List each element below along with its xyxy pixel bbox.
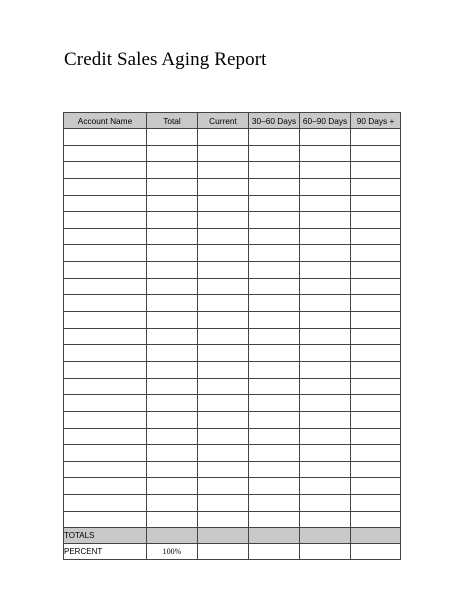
table-cell[interactable]	[198, 278, 249, 295]
table-cell[interactable]	[249, 212, 300, 229]
table-cell[interactable]	[147, 328, 198, 345]
table-cell[interactable]	[64, 478, 147, 495]
table-row	[64, 428, 401, 445]
table-cell[interactable]	[147, 511, 198, 528]
table-cell[interactable]	[198, 212, 249, 229]
table-cell[interactable]	[64, 245, 147, 262]
table-cell[interactable]	[249, 378, 300, 395]
table-cell[interactable]	[198, 145, 249, 162]
table-cell[interactable]	[147, 262, 198, 279]
table-cell[interactable]	[351, 461, 401, 478]
table-cell[interactable]	[147, 428, 198, 445]
table-cell[interactable]	[300, 129, 351, 146]
table-cell[interactable]	[198, 162, 249, 179]
table-cell[interactable]	[249, 245, 300, 262]
table-cell[interactable]	[351, 478, 401, 495]
table-cell[interactable]	[351, 129, 401, 146]
table-cell[interactable]	[64, 145, 147, 162]
table-row	[64, 461, 401, 478]
table-cell[interactable]	[64, 278, 147, 295]
table-cell[interactable]	[300, 345, 351, 362]
table-cell[interactable]	[64, 262, 147, 279]
table-row	[64, 295, 401, 312]
table-cell[interactable]	[147, 178, 198, 195]
table-cell[interactable]	[249, 195, 300, 212]
table-cell[interactable]	[198, 461, 249, 478]
table-cell[interactable]	[147, 129, 198, 146]
percent-cell[interactable]	[198, 544, 249, 560]
table-cell[interactable]	[147, 212, 198, 229]
table-cell[interactable]	[198, 245, 249, 262]
table-row	[64, 411, 401, 428]
table-cell[interactable]	[64, 511, 147, 528]
table-cell[interactable]	[249, 461, 300, 478]
table-row	[64, 312, 401, 329]
table-cell[interactable]	[64, 495, 147, 512]
totals-cell[interactable]	[198, 528, 249, 544]
table-cell[interactable]	[300, 195, 351, 212]
table-cell[interactable]	[249, 428, 300, 445]
table-cell[interactable]	[249, 361, 300, 378]
table-cell[interactable]	[351, 428, 401, 445]
column-header-account-name: Account Name	[64, 113, 147, 129]
table-cell[interactable]	[198, 328, 249, 345]
table-cell[interactable]	[300, 461, 351, 478]
table-cell[interactable]	[300, 262, 351, 279]
table-cell[interactable]	[147, 478, 198, 495]
table-cell[interactable]	[64, 445, 147, 462]
table-cell[interactable]	[64, 395, 147, 412]
table-cell[interactable]	[64, 378, 147, 395]
table-cell[interactable]	[147, 295, 198, 312]
table-cell[interactable]	[300, 145, 351, 162]
report-title: Credit Sales Aging Report	[64, 49, 267, 70]
table-cell[interactable]	[147, 162, 198, 179]
table-cell[interactable]	[147, 411, 198, 428]
table-cell[interactable]	[64, 162, 147, 179]
table-cell[interactable]	[64, 212, 147, 229]
table-cell[interactable]	[300, 278, 351, 295]
table-cell[interactable]	[64, 411, 147, 428]
table-cell[interactable]	[64, 361, 147, 378]
table-row	[64, 162, 401, 179]
table-cell[interactable]	[198, 511, 249, 528]
table-cell[interactable]	[198, 428, 249, 445]
table-cell[interactable]	[300, 162, 351, 179]
table-cell[interactable]	[351, 262, 401, 279]
table-row	[64, 478, 401, 495]
totals-cell[interactable]	[351, 528, 401, 544]
table-cell[interactable]	[351, 361, 401, 378]
table-cell[interactable]	[300, 312, 351, 329]
percent-row	[64, 544, 401, 560]
table-cell[interactable]	[351, 345, 401, 362]
table-cell[interactable]	[249, 312, 300, 329]
table-row	[64, 178, 401, 195]
table-cell[interactable]	[249, 478, 300, 495]
table-cell[interactable]	[249, 162, 300, 179]
aging-table	[63, 112, 401, 560]
table-cell[interactable]	[300, 228, 351, 245]
table-cell[interactable]	[198, 395, 249, 412]
table-cell[interactable]	[147, 378, 198, 395]
totals-label: TOTALS	[64, 528, 147, 544]
table-cell[interactable]	[198, 478, 249, 495]
table-cell[interactable]	[64, 345, 147, 362]
table-cell[interactable]	[147, 461, 198, 478]
table-cell[interactable]	[198, 295, 249, 312]
table-cell[interactable]	[198, 195, 249, 212]
table-cell[interactable]	[198, 445, 249, 462]
table-row	[64, 378, 401, 395]
table-cell[interactable]	[64, 328, 147, 345]
table-cell[interactable]	[351, 278, 401, 295]
table-row	[64, 445, 401, 462]
table-cell[interactable]	[300, 212, 351, 229]
table-cell[interactable]	[351, 511, 401, 528]
table-cell[interactable]	[249, 145, 300, 162]
table-cell[interactable]	[147, 145, 198, 162]
table-cell[interactable]	[147, 228, 198, 245]
percent-cell[interactable]	[351, 544, 401, 560]
percent-total-value: 100%	[147, 544, 198, 560]
table-cell[interactable]	[147, 278, 198, 295]
table-cell[interactable]	[147, 345, 198, 362]
table-cell[interactable]	[300, 295, 351, 312]
table-cell[interactable]	[147, 495, 198, 512]
table-cell[interactable]	[351, 312, 401, 329]
table-cell[interactable]	[64, 195, 147, 212]
table-cell[interactable]	[249, 495, 300, 512]
table-cell[interactable]	[300, 361, 351, 378]
table-cell[interactable]	[351, 378, 401, 395]
table-cell[interactable]	[249, 345, 300, 362]
table-cell[interactable]	[64, 178, 147, 195]
table-row	[64, 495, 401, 512]
table-cell[interactable]	[351, 395, 401, 412]
percent-cell[interactable]	[249, 544, 300, 560]
table-cell[interactable]	[351, 162, 401, 179]
table-cell[interactable]	[300, 428, 351, 445]
table-row	[64, 395, 401, 412]
table-cell[interactable]	[64, 428, 147, 445]
table-cell[interactable]	[351, 411, 401, 428]
totals-cell[interactable]	[300, 528, 351, 544]
table-row	[64, 328, 401, 345]
table-cell[interactable]	[300, 411, 351, 428]
table-row	[64, 228, 401, 245]
table-cell[interactable]	[249, 228, 300, 245]
table-cell[interactable]	[249, 178, 300, 195]
table-cell[interactable]	[351, 295, 401, 312]
table-cell[interactable]	[351, 178, 401, 195]
table-cell[interactable]	[64, 295, 147, 312]
table-cell[interactable]	[351, 495, 401, 512]
table-row	[64, 278, 401, 295]
table-cell[interactable]	[351, 445, 401, 462]
table-cell[interactable]	[300, 478, 351, 495]
column-header-90-days-plus: 90 Days +	[351, 113, 401, 129]
table-cell[interactable]	[198, 312, 249, 329]
percent-label: PERCENT	[64, 544, 147, 560]
column-header-60-90-days: 60–90 Days	[300, 113, 351, 129]
table-cell[interactable]	[300, 178, 351, 195]
table-cell[interactable]	[198, 378, 249, 395]
table-cell[interactable]	[198, 495, 249, 512]
table-cell[interactable]	[64, 228, 147, 245]
table-cell[interactable]	[198, 262, 249, 279]
table-cell[interactable]	[351, 212, 401, 229]
table-cell[interactable]	[147, 195, 198, 212]
table-body	[64, 129, 401, 528]
table-cell[interactable]	[147, 361, 198, 378]
column-header-total: Total	[147, 113, 198, 129]
totals-cell[interactable]	[249, 528, 300, 544]
table-cell[interactable]	[147, 395, 198, 412]
table-row	[64, 345, 401, 362]
table-cell[interactable]	[249, 511, 300, 528]
table-row	[64, 145, 401, 162]
table-cell[interactable]	[300, 245, 351, 262]
table-cell[interactable]	[351, 245, 401, 262]
table-cell[interactable]	[64, 129, 147, 146]
header-row	[64, 113, 401, 129]
column-header-30-60-days: 30–60 Days	[249, 113, 300, 129]
table-row	[64, 129, 401, 146]
table-row	[64, 212, 401, 229]
table-cell[interactable]	[198, 178, 249, 195]
table-cell[interactable]	[249, 445, 300, 462]
table-cell[interactable]	[198, 228, 249, 245]
table-cell[interactable]	[249, 278, 300, 295]
table-cell[interactable]	[249, 411, 300, 428]
percent-cell[interactable]	[300, 544, 351, 560]
table-cell[interactable]	[198, 411, 249, 428]
table-cell[interactable]	[300, 445, 351, 462]
table-row	[64, 245, 401, 262]
table-cell[interactable]	[198, 129, 249, 146]
table-cell[interactable]	[300, 328, 351, 345]
table-row	[64, 361, 401, 378]
table-cell[interactable]	[300, 378, 351, 395]
table-cell[interactable]	[351, 328, 401, 345]
table-cell[interactable]	[351, 145, 401, 162]
totals-row	[64, 528, 401, 544]
table-cell[interactable]	[300, 395, 351, 412]
table-cell[interactable]	[198, 345, 249, 362]
table-cell[interactable]	[249, 328, 300, 345]
table-cell[interactable]	[249, 395, 300, 412]
table-row	[64, 511, 401, 528]
table-cell[interactable]	[351, 195, 401, 212]
column-header-current: Current	[198, 113, 249, 129]
table-cell[interactable]	[249, 129, 300, 146]
table-cell[interactable]	[249, 262, 300, 279]
table-row	[64, 262, 401, 279]
table-cell[interactable]	[300, 511, 351, 528]
table-cell[interactable]	[351, 228, 401, 245]
table-cell[interactable]	[198, 361, 249, 378]
table-cell[interactable]	[300, 495, 351, 512]
table-cell[interactable]	[249, 295, 300, 312]
table-cell[interactable]	[147, 445, 198, 462]
table-cell[interactable]	[147, 245, 198, 262]
table-cell[interactable]	[64, 312, 147, 329]
table-row	[64, 195, 401, 212]
totals-cell[interactable]	[147, 528, 198, 544]
table-cell[interactable]	[64, 461, 147, 478]
table-cell[interactable]	[147, 312, 198, 329]
